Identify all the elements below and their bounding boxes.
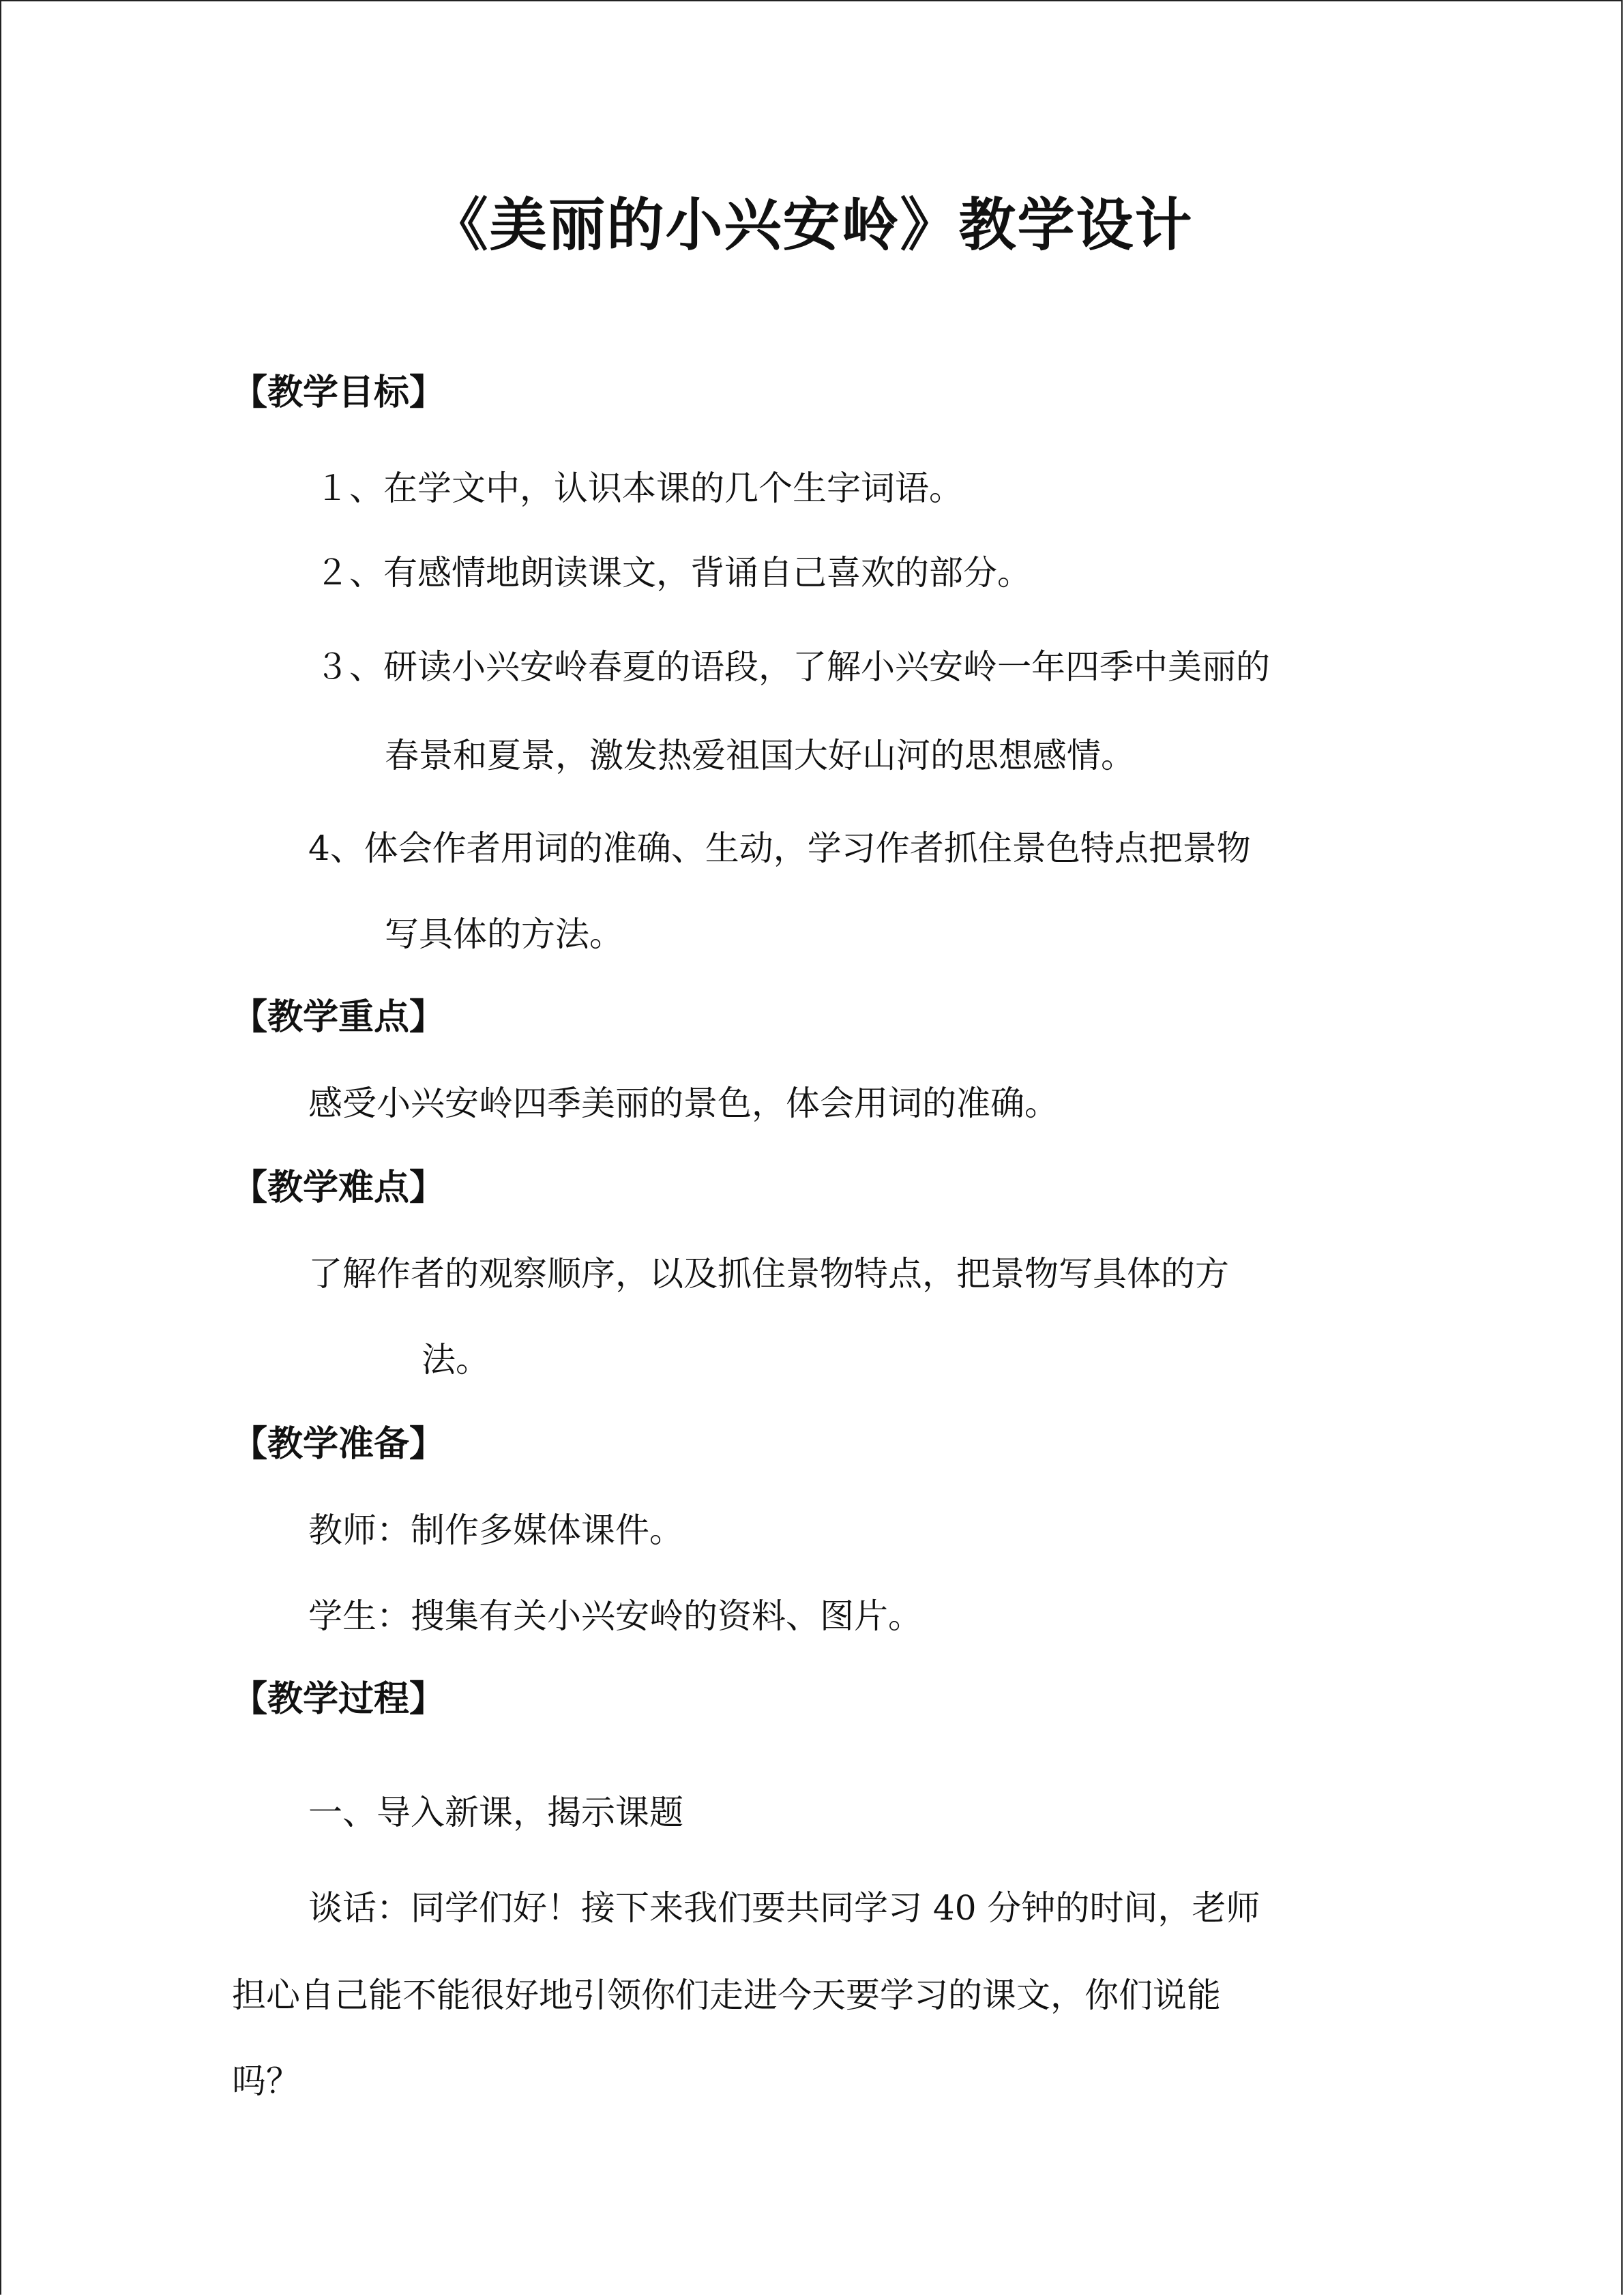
goal-item-4-line-1: 4、体会作者用词的准确、生动，学习作者抓住景色特点把景物 [308, 829, 1251, 868]
process-step-1: 一、导入新课，揭示课题 [308, 1793, 683, 1832]
key-points-text: 感受小兴安岭四季美丽的景色，体会用词的准确。 [308, 1084, 1059, 1123]
preparation-teacher: 教师：制作多媒体课件。 [308, 1510, 683, 1550]
process-talk-line-2: 担心自己能不能很好地引领你们走进今天要学习的课文，你们说能 [232, 1976, 1221, 2015]
goal-item-3-line-2: 春景和夏景，激发热爱祖国大好山河的思想感情。 [385, 736, 1135, 775]
process-talk-line-3: 吗？ [232, 2061, 300, 2101]
goal-item-4-line-2: 写具体的方法。 [385, 914, 623, 954]
goal-item-2: ２、有感情地朗读课文，背诵自己喜欢的部分。 [315, 553, 1031, 593]
document-title: 《美丽的小兴安岭》教学设计 [430, 191, 1194, 258]
difficulties-line-2: 法。 [422, 1340, 490, 1380]
preparation-student: 学生：搜集有关小兴安岭的资料、图片。 [308, 1596, 922, 1636]
process-talk-line-1: 谈话：同学们好！接下来我们要共同学习 40 分钟的时间，老师 [308, 1888, 1260, 1928]
difficulties-line-1: 了解作者的观察顺序，以及抓住景物特点，把景物写具体的方 [308, 1254, 1229, 1294]
preparation-heading: 【教学准备】 [232, 1423, 445, 1465]
goals-heading: 【教学目标】 [232, 372, 445, 413]
difficulties-heading: 【教学难点】 [232, 1167, 445, 1208]
key-points-heading: 【教学重点】 [232, 996, 445, 1038]
goal-item-1: １、在学文中，认识本课的几个生字词语。 [315, 468, 963, 508]
goal-item-3-line-1: ３、研读小兴安岭春夏的语段，了解小兴安岭一年四季中美丽的 [315, 647, 1270, 687]
process-heading: 【教学过程】 [232, 1678, 445, 1720]
